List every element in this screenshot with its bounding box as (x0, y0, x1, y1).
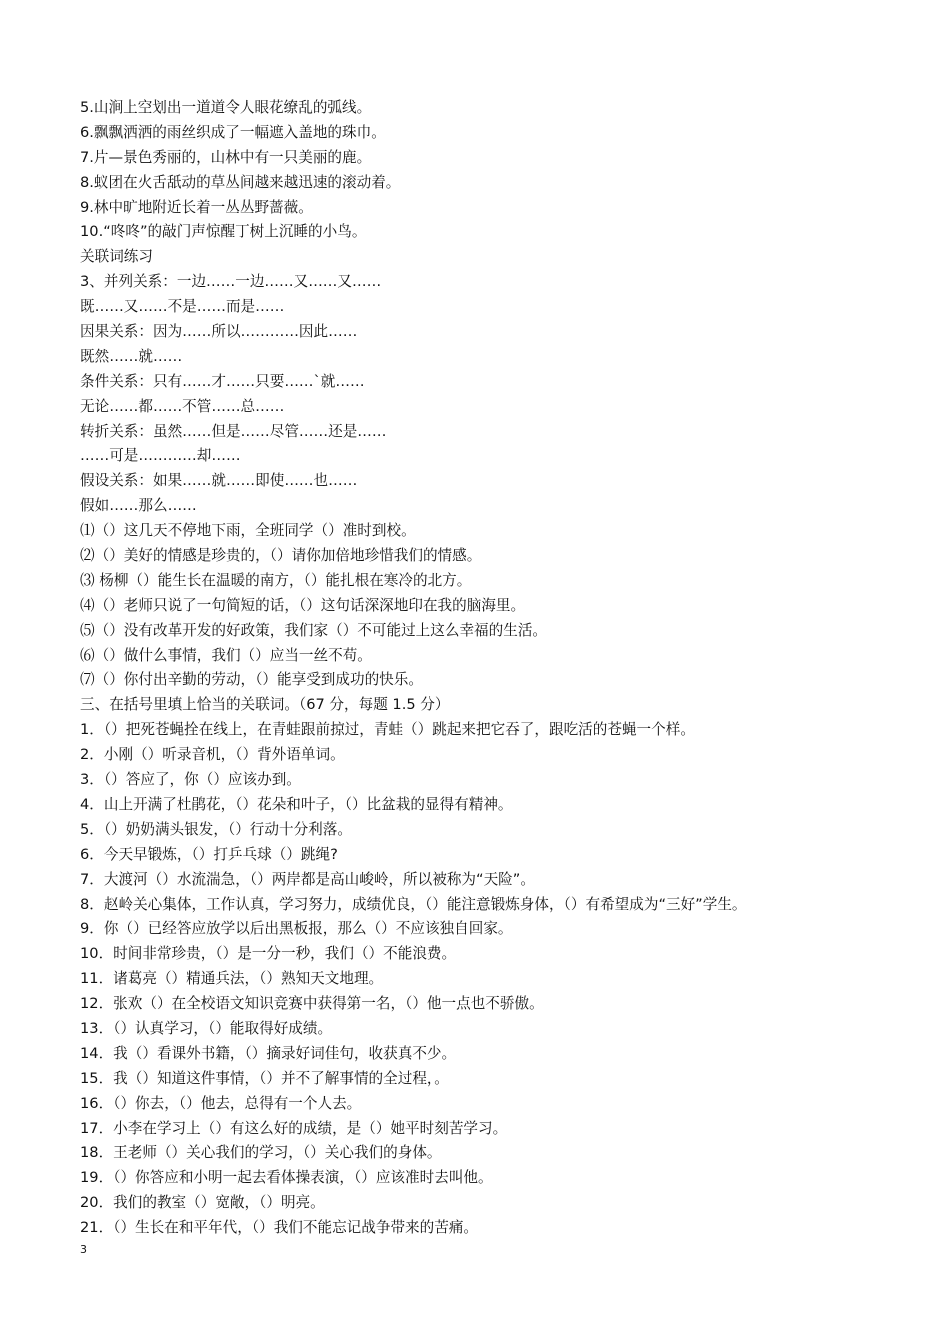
text-line: ⑴（）这几天不停地下雨，全班同学（）准时到校。 (80, 522, 416, 540)
text-line: 8．赵岭关心集体，工作认真，学习努力，成绩优良，（）能注意锻炼身体，（）有希望成为“三好”学生。 (80, 895, 747, 913)
text-line: 10.“咚咚”的敲门声惊醒丁树上沉睡的小鸟。 (80, 223, 367, 241)
document-page (80, 96, 910, 1241)
text-line: 17．小李在学习上（）有这么好的成绩，是（）她平时刻苦学习。 (80, 1119, 508, 1137)
text-line: 8.蚁团在火舌舐动的草丛间越来越迅速的滚动着。 (80, 173, 401, 191)
text-line: 2．小刚（）听录音机，（）背外语单词。 (80, 746, 345, 764)
text-line: 假设关系：如果……就……即使……也…… (80, 472, 358, 490)
text-line: ⑵（）美好的情感是珍贵的，（）请你加倍地珍惜我们的情感。 (80, 547, 482, 565)
text-line: 10．时间非常珍贵，（）是一分一秒，我们（）不能浪费。 (80, 945, 457, 963)
text-line: ⑹（）做什么事情，我们（）应当一丝不苟。 (80, 646, 372, 664)
text-line: 3．（）答应了，你（）应该办到。 (80, 771, 301, 789)
text-line: 14．我（）看课外书籍，（）摘录好词佳句，收获真不少。 (80, 1044, 457, 1062)
text-line: 16．（）你去，（）他去，总得有一个人去。 (80, 1094, 362, 1112)
text-line: 13．（）认真学习，（）能取得好成绩。 (80, 1019, 333, 1037)
text-line: 11．诸葛亮（）精通兵法，（）熟知天文地理。 (80, 970, 384, 988)
text-line: ⑺（）你付出辛勤的劳动，（）能享受到成功的快乐。 (80, 671, 423, 689)
text-line: 19．（）你答应和小明一起去看体操表演，（）应该准时去叫他。 (80, 1169, 493, 1187)
text-line: 1．（）把死苍蝇拴在线上，在青蛙跟前掠过，青蛙（）跳起来把它吞了，跟吃活的苍蝇一个样。 (80, 721, 695, 739)
text-line: ⑶ 杨柳（）能生长在温暖的南方，（）能扎根在寒冷的北方。 (80, 571, 472, 589)
text-line: 15．我（）知道这件事情，（）并不了解事情的全过程，。 (80, 1069, 449, 1087)
text-line: 因果关系：因为……所以…………因此…… (80, 323, 358, 341)
text-line: 12．张欢（）在全校语文知识竞赛中获得第一名，（）他一点也不骄傲。 (80, 995, 544, 1013)
text-line: 5．（）奶奶满头银发，（）行动十分利落。 (80, 820, 352, 838)
text-line: 条件关系：只有……才……只要……`就…… (80, 372, 365, 390)
text-line: 无论……都……不管……总…… (80, 397, 285, 415)
text-line: 关联词练习 (80, 248, 153, 266)
text-line: ……可是…………却…… (80, 447, 241, 465)
text-line: 6．今天早锻炼，（）打乒乓球（）跳绳? (80, 845, 338, 863)
text-line: 21．（）生长在和平年代，（）我们不能忘记战争带来的苦痛。 (80, 1219, 479, 1237)
text-line: 三、在括号里填上恰当的关联词。（67 分，每题 1.5 分） (80, 696, 450, 714)
text-line: 9．你（）已经答应放学以后出黑板报，那么（）不应该独自回家。 (80, 920, 513, 938)
text-line: 6.飘飘洒洒的雨丝织成了一幅遮入盖地的珠巾。 (80, 123, 386, 141)
text-line: 4．山上开满了杜鹃花，（）花朵和叶子，（）比盆栽的显得有精神。 (80, 795, 513, 813)
text-line: ⑷（）老师只说了一句简短的话，（）这句话深深地印在我的脑海里。 (80, 596, 526, 614)
text-line: 20．我们的教室（）宽敞，（）明亮。 (80, 1194, 325, 1212)
text-line: 既然……就…… (80, 347, 183, 365)
text-line: 既……又……不是……而是…… (80, 298, 285, 316)
text-line: 5.山涧上空划出一道道令人眼花缭乱的弧线。 (80, 99, 372, 116)
text-line: 9.林中旷地附近长着一丛丛野蔷薇。 (80, 198, 313, 216)
text-line: 转折关系：虽然……但是……尽管……还是…… (80, 422, 387, 440)
text-line: 18．王老师（）关心我们的学习，（）关心我们的身体。 (80, 1144, 442, 1162)
text-line: 7.片—景色秀丽的，山林中有一只美丽的鹿。 (80, 148, 372, 166)
text-line: ⑸（）没有改革开发的好政策，我们家（）不可能过上这么幸福的生活。 (80, 621, 548, 639)
text-line: 7．大渡河（）水流湍急，（）两岸都是高山峻岭，所以被称为“天险”。 (80, 870, 535, 888)
text-line: 3、并列关系：一边……一边……又……又…… (80, 273, 382, 291)
page-number: 3 (80, 1243, 87, 1256)
text-line: 假如……那么…… (80, 497, 197, 515)
